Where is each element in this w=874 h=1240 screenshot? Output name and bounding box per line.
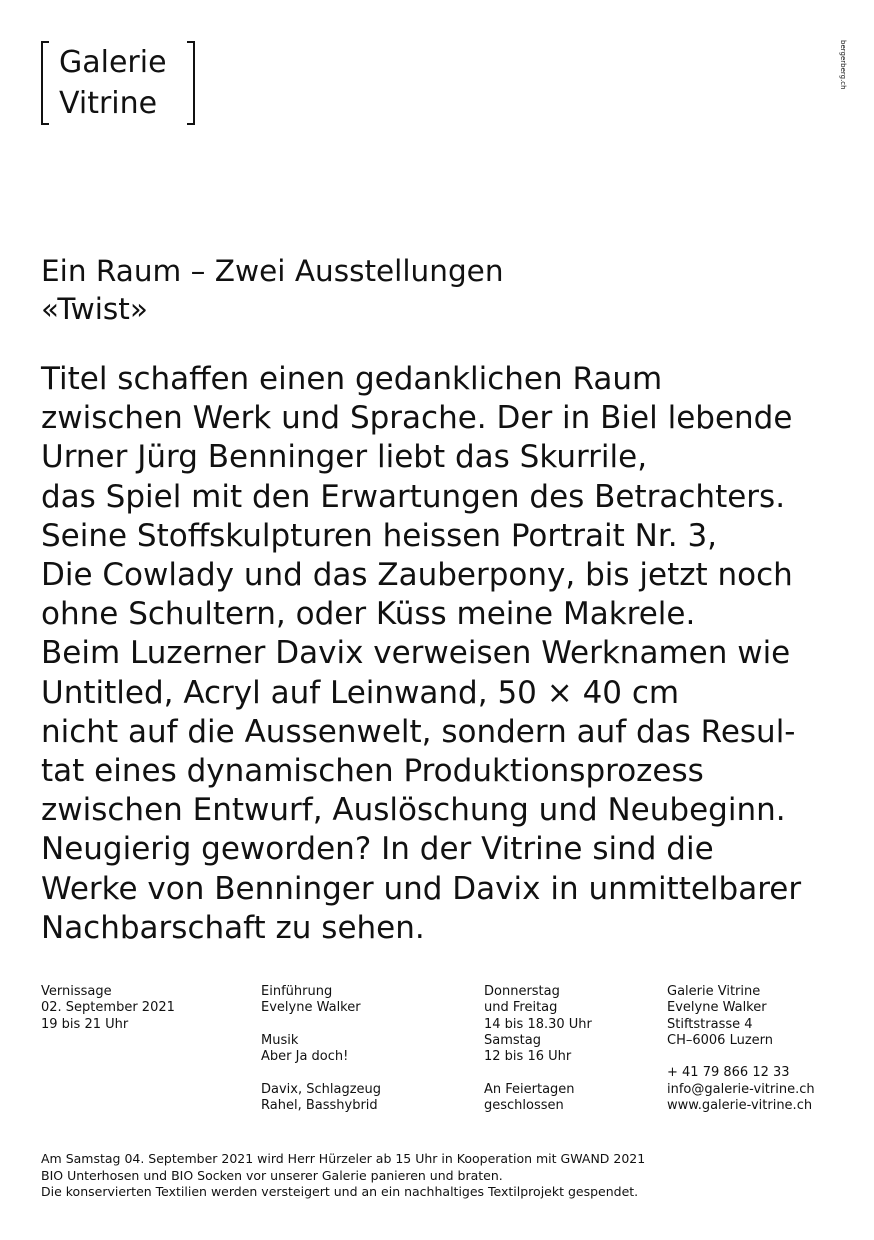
contact-spacer: [667, 1049, 815, 1065]
description-line: ohne Schultern, oder Küss meine Makrele.: [41, 596, 696, 633]
program-line: Rahel, Basshybrid: [261, 1098, 378, 1114]
exhibition-heading: [41, 252, 504, 328]
designer-credit: [840, 40, 854, 100]
program-spacer: [261, 1065, 381, 1081]
program-line: Aber Ja doch!: [261, 1049, 349, 1065]
description-line: Beim Luzerner Davix verweisen Werknamen wie: [41, 635, 791, 672]
gallery-logo: [41, 41, 195, 125]
hours-line: 14 bis 18.30 Uhr: [484, 1016, 592, 1032]
logo-left-bracket: [41, 41, 49, 125]
description-line: zwischen Werk und Sprache. Der in Biel lebende: [41, 400, 793, 437]
contact-email: info@galerie-vitrine.ch: [667, 1081, 815, 1097]
description-line: Titel schaffen einen gedanklichen Raum: [41, 361, 663, 397]
description-line: Untitled, Acryl auf Leinwand, 50 × 40 cm: [41, 674, 680, 711]
program-line: Einführung: [261, 984, 333, 999]
hours-line: Donnerstag: [484, 984, 560, 999]
contact-website: www.galerie-vitrine.ch: [667, 1098, 813, 1114]
heading-line-1: Ein Raum – Zwei Ausstellungen: [41, 254, 504, 288]
description-line: das Spiel mit den Erwartungen des Betrachters.: [41, 478, 786, 515]
logo-right-bracket: [187, 41, 195, 125]
contact-name: Galerie Vitrine: [667, 984, 761, 999]
footer-line: BIO Unterhosen und BIO Socken vor unserer Galerie panieren und braten.: [41, 1167, 503, 1183]
description-line: Werke von Benninger und Davix in unmittelbarer: [41, 870, 802, 907]
footer-note: [41, 1151, 645, 1201]
hours-line: und Freitag: [484, 1000, 558, 1016]
footer-line: Die konservierten Textilien werden versteigert und an ein nachhaltiges Textilprojekt gespendet.: [41, 1184, 639, 1199]
description-line: Die Cowlady und das Zauberpony, bis jetzt noch: [41, 557, 793, 594]
logo-line-2: Vitrine: [59, 86, 158, 121]
contact-city: CH–6006 Luzern: [667, 1032, 773, 1048]
contact-street: Stiftstrasse 4: [667, 1016, 753, 1032]
vernissage-info: [41, 984, 175, 1033]
hours-line: Samstag: [484, 1032, 541, 1048]
description-line: Neugierig geworden? In der Vitrine sind die: [41, 831, 714, 868]
hours-spacer: [484, 1065, 592, 1081]
contact-info: [667, 984, 815, 1114]
hours-line: 12 bis 16 Uhr: [484, 1049, 572, 1065]
description-line: tat eines dynamischen Produktionsprozess: [41, 753, 704, 790]
description-line: nicht auf die Aussenwelt, sondern auf das Resul-: [41, 713, 796, 750]
opening-hours: [484, 984, 592, 1114]
logo-line-1: Galerie: [59, 45, 167, 80]
footer-line: Am Samstag 04. September 2021 wird Herr Hürzeler ab 15 Uhr in Kooperation mit GWAND 2021: [41, 1151, 646, 1166]
program-line: Musik: [261, 1032, 299, 1048]
heading-line-2: «Twist»: [41, 292, 148, 326]
hours-line: An Feiertagen: [484, 1081, 575, 1097]
description-line: Nachbarschaft zu sehen.: [41, 909, 425, 946]
program-line: Evelyne Walker: [261, 1000, 361, 1016]
vernissage-label: Vernissage: [41, 984, 112, 999]
vernissage-date: 02. September 2021: [41, 1000, 175, 1016]
exhibition-description: [41, 360, 841, 948]
contact-phone: + 41 79 866 12 33: [667, 1065, 790, 1081]
designer-credit-text: bergerberg.ch: [839, 40, 847, 90]
description-line: Urner Jürg Benninger liebt das Skurrile,: [41, 439, 648, 476]
program-spacer: [261, 1017, 381, 1033]
description-line: zwischen Entwurf, Auslöschung und Neubeginn.: [41, 792, 786, 829]
program-info: [261, 984, 381, 1114]
program-line: Davix, Schlagzeug: [261, 1081, 382, 1097]
contact-person: Evelyne Walker: [667, 1000, 767, 1016]
vernissage-time: 19 bis 21 Uhr: [41, 1016, 129, 1032]
description-line: Seine Stoffskulpturen heissen Portrait Nr. 3,: [41, 517, 718, 554]
hours-line: geschlossen: [484, 1098, 564, 1114]
